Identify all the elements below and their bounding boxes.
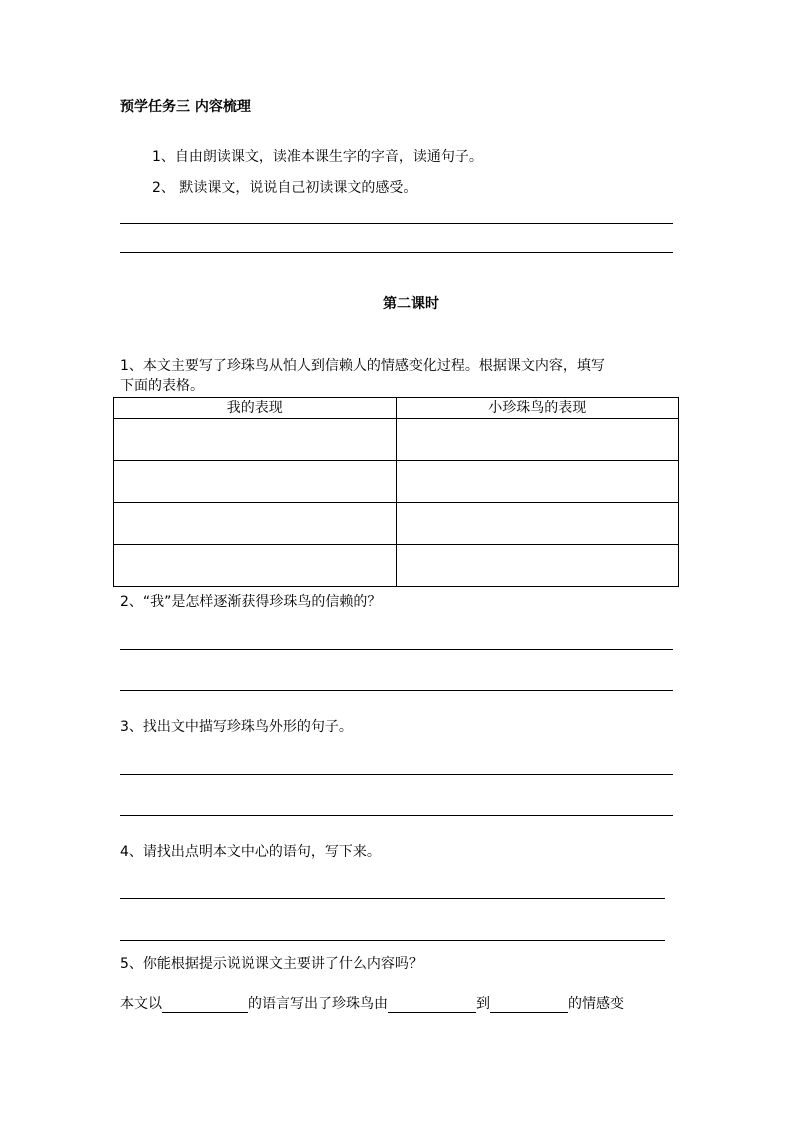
- answer-line[interactable]: [120, 690, 673, 691]
- answer-line[interactable]: [120, 649, 673, 650]
- table-cell[interactable]: [396, 503, 679, 545]
- question-1-line1: 1、本文主要写了珍珠鸟从怕人到信赖人的情感变化过程。根据课文内容，填写: [120, 358, 605, 374]
- answer-line[interactable]: [120, 252, 673, 253]
- answer-line[interactable]: [120, 898, 665, 899]
- table-cell[interactable]: [114, 461, 397, 503]
- behavior-table: [113, 397, 679, 587]
- lesson-heading: 第二课时: [383, 296, 439, 312]
- table-cell[interactable]: [396, 419, 679, 461]
- table-row: [114, 461, 679, 503]
- fill-in-sentence: [120, 995, 624, 1013]
- answer-line[interactable]: [120, 774, 673, 775]
- answer-line[interactable]: [120, 940, 665, 941]
- question-4: 4、请找出点明本文中心的语句，写下来。: [120, 844, 381, 860]
- table-row: [114, 503, 679, 545]
- table-cell[interactable]: [114, 545, 397, 587]
- fill-text: 的情感变: [568, 996, 624, 1012]
- fill-text: 的语言写出了珍珠鸟由: [248, 996, 388, 1012]
- question-1-line2: 下面的表格。: [120, 378, 204, 394]
- table-cell[interactable]: [396, 461, 679, 503]
- table-header-row: [114, 398, 679, 419]
- table-row: [114, 419, 679, 461]
- fill-blank[interactable]: [388, 996, 476, 1013]
- fill-blank[interactable]: [162, 996, 248, 1013]
- section-heading: 预学任务三 内容梳理: [120, 99, 251, 115]
- fill-text: 到: [476, 996, 490, 1012]
- table-header-cell: 小珍珠鸟的表现: [396, 398, 679, 419]
- question-2: 2、“我”是怎样逐渐获得珍珠鸟的信赖的？: [120, 594, 382, 610]
- table-header-cell: 我的表现: [114, 398, 397, 419]
- fill-blank[interactable]: [490, 996, 568, 1013]
- table-cell[interactable]: [114, 503, 397, 545]
- fill-text: 本文以: [120, 996, 162, 1012]
- table-cell[interactable]: [396, 545, 679, 587]
- answer-line[interactable]: [120, 815, 673, 816]
- answer-line[interactable]: [120, 223, 673, 224]
- table-cell[interactable]: [114, 419, 397, 461]
- question-5: 5、你能根据提示说说课文主要讲了什么内容吗？: [120, 956, 423, 972]
- task-item-1: 1、自由朗读课文，读准本课生字的字音，读通句子。: [152, 149, 483, 165]
- table-row: [114, 545, 679, 587]
- task-item-2: 2、 默读课文，说说自己初读课文的感受。: [152, 180, 418, 196]
- question-3: 3、找出文中描写珍珠鸟外形的句子。: [120, 719, 353, 735]
